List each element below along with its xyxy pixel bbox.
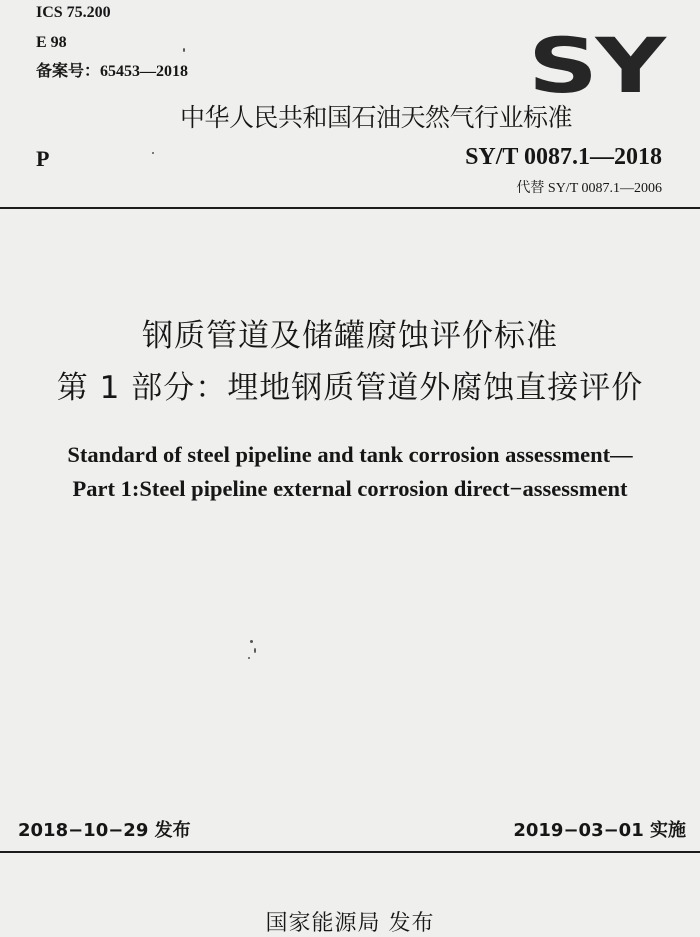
record-number: 备案号：65453—2018	[36, 63, 189, 80]
title-chinese-line-2: 第 1 部分：埋地钢质管道外腐蚀直接评价	[56, 370, 644, 406]
scan-speck	[183, 48, 185, 52]
scan-speck	[254, 648, 256, 653]
ics-code: ICS 75.200	[36, 4, 111, 21]
title-english-line-1: Standard of steel pipeline and tank corrosion assessment—	[67, 442, 633, 467]
standard-code: SY/T 0087.1—2018	[465, 144, 662, 170]
bottom-divider	[0, 851, 700, 853]
implementation-date: 2019−03−01 实施	[513, 820, 686, 841]
sy-logo: SY	[528, 21, 664, 110]
category-letter: P	[36, 146, 50, 171]
issuing-authority: 国家能源局 发布	[265, 911, 435, 936]
title-english-line-2: Part 1:Steel pipeline external corrosion direct−assessment	[72, 476, 628, 501]
scan-speck	[248, 657, 250, 659]
ccs-code: E 98	[36, 34, 67, 51]
issue-date: 2018−10−29 发布	[18, 820, 191, 841]
replaces-note: 代替 SY/T 0087.1—2006	[516, 181, 662, 196]
industry-standard-heading: 中华人民共和国石油天然气行业标准	[180, 103, 573, 132]
scan-speck	[152, 152, 154, 154]
top-divider	[0, 207, 700, 209]
title-chinese-line-1: 钢质管道及储罐腐蚀评价标准	[142, 318, 558, 354]
scan-speck	[250, 640, 253, 643]
